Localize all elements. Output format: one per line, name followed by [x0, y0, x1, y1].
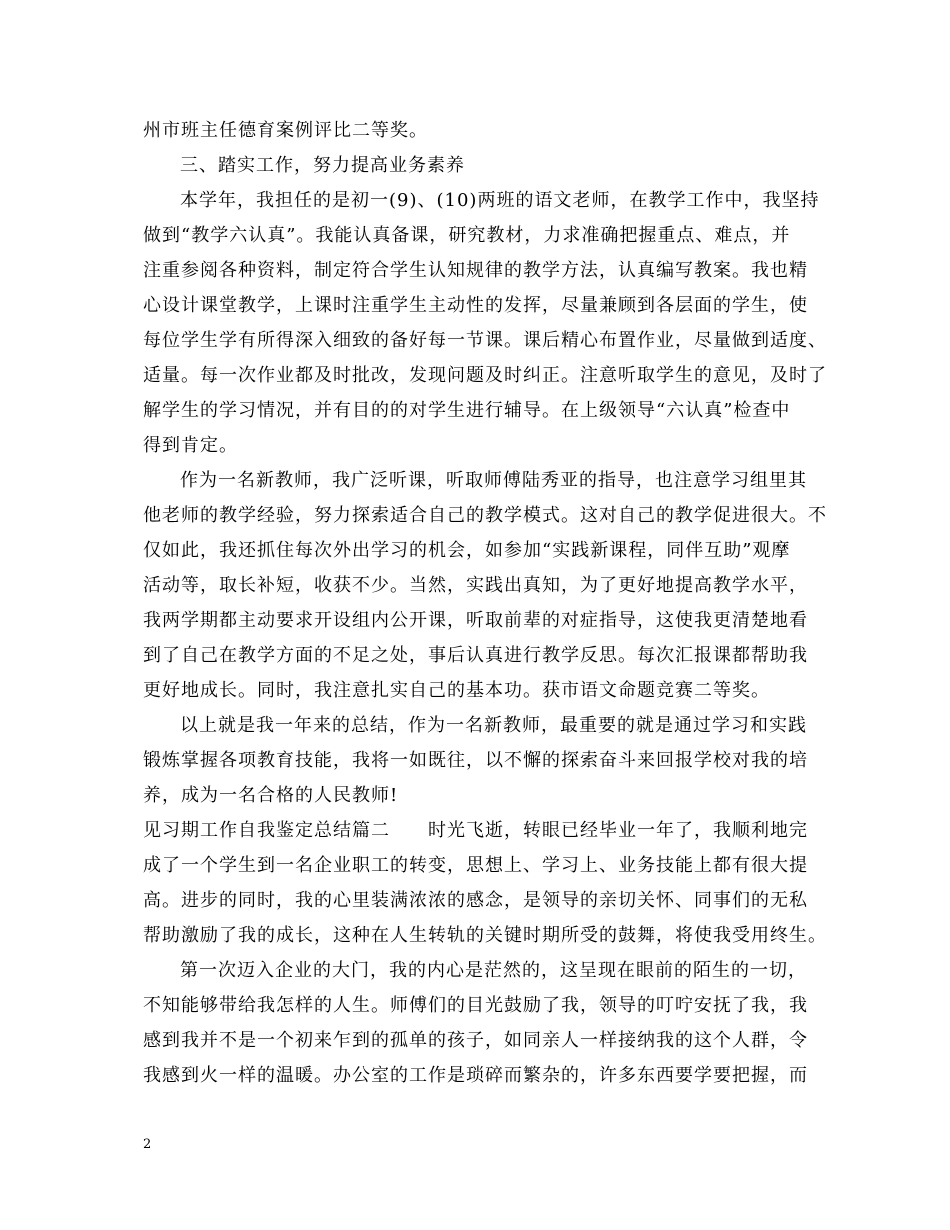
text-line: 本学年，我担任的是初一(9)、(10)两班的语文老师，在教学工作中，我坚持 — [180, 190, 820, 211]
text-line: 注重参阅各种资料，制定符合学生认知规律的教学方法，认真编写教案。我也精 — [143, 260, 808, 281]
text-line: 他老师的教学经验，努力探索适合自己的教学模式。这对自己的教学促进很大。不 — [143, 505, 827, 526]
text-line: 州市班主任德育案例评比二等奖。 — [143, 120, 428, 141]
text-line: 以上就是我一年来的总结，作为一名新教师，最重要的就是通过学习和实践 — [180, 715, 807, 736]
text-line: 每位学生学有所得深入细致的备好每一节课。课后精心布置作业，尽量做到适度、 — [143, 330, 827, 351]
text-line: 做到“教学六认真”。我能认真备课，研究教材，力求准确把握重点、难点，并 — [143, 225, 791, 246]
text-line: 得到肯定。 — [143, 435, 238, 456]
text-line: 我感到火一样的温暖。办公室的工作是琐碎而繁杂的，许多东西要学要把握，而 — [143, 1065, 808, 1086]
text-line: 我两学期都主动要求开设组内公开课，听取前辈的对症指导，这使我更清楚地看 — [143, 610, 808, 631]
document-body — [143, 113, 827, 1093]
text-line: 更好地成长。同时，我注意扎实自己的基本功。获市语文命题竞赛二等奖。 — [143, 680, 770, 701]
text-line: 活动等，取长补短，收获不少。当然，实践出真知，为了更好地提高教学水平， — [143, 575, 808, 596]
text-line: 心设计课堂教学，上课时注重学生主动性的发挥，尽量兼顾到各层面的学生，使 — [143, 295, 808, 316]
text-line: 第一次迈入企业的大门，我的内心是茫然的，这呈现在眼前的陌生的一切， — [180, 960, 807, 981]
text-line: 养，成为一名合格的人民教师! — [143, 785, 399, 806]
text-line: 不知能够带给我怎样的人生。师傅们的目光鼓励了我，领导的叮咛安抚了我，我 — [143, 995, 808, 1016]
text-line: 高。进步的同时，我的心里装满浓浓的感念，是领导的亲切关怀、同事们的无私 — [143, 890, 808, 911]
text-line: 感到我并不是一个初来乍到的孤单的孩子，如同亲人一样接纳我的这个人群，令 — [143, 1030, 808, 1051]
text-line: 解学生的学习情况，并有目的的对学生进行辅导。在上级领导“六认真”检查中 — [143, 400, 791, 421]
text-line: 锻炼掌握各项教育技能，我将一如既往，以不懈的探索奋斗来回报学校对我的培 — [143, 750, 808, 771]
text-line: 仅如此，我还抓住每次外出学习的机会，如参加“实践新课程，同伴互助”观摩 — [143, 540, 791, 561]
text-line: 作为一名新教师，我广泛听课，听取师傅陆秀亚的指导，也注意学习组里其 — [180, 470, 807, 491]
text-line: 到了自己在教学方面的不足之处，事后认真进行教学反思。每次汇报课都帮助我 — [143, 645, 808, 666]
text-line: 成了一个学生到一名企业职工的转变，思想上、学习上、业务技能上都有很大提 — [143, 855, 808, 876]
text-line: 帮助激励了我的成长，这种在人生转轨的关键时期所受的鼓舞，将使我受用终生。 — [143, 925, 827, 946]
text-line: 适量。每一次作业都及时批改，发现问题及时纠正。注意听取学生的意见，及时了 — [143, 365, 827, 386]
text-line: 见习期工作自我鉴定总结篇二 时光飞逝，转眼已经毕业一年了，我顺利地完 — [143, 820, 808, 841]
section-heading: 三、踏实工作，努力提高业务素养 — [180, 155, 465, 176]
page-number: 2 — [143, 1137, 152, 1152]
